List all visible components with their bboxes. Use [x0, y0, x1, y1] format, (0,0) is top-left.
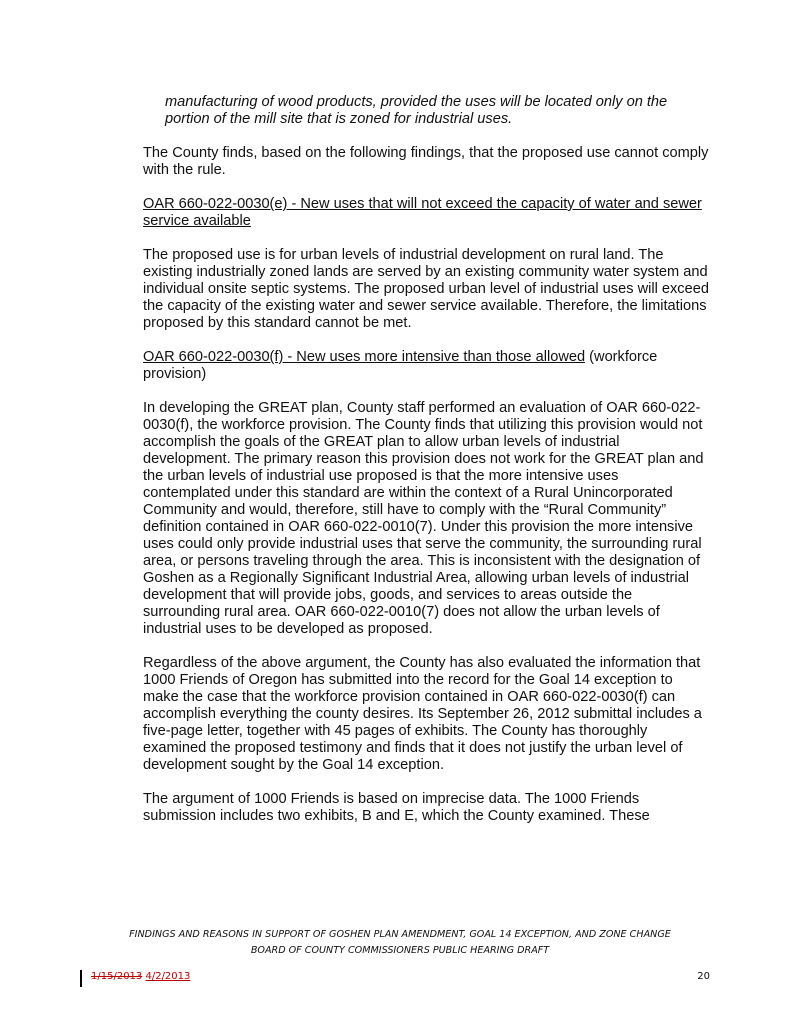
footer-date — [91, 971, 190, 982]
quote-continuation: manufacturing of wood products, provided the uses will be located only on the portion of the mill site that is zoned for industrial uses. — [165, 94, 668, 127]
deleted-date: 1/15/2013 — [91, 971, 143, 982]
section-heading-f-title: OAR 660-022-0030(f) - New uses more intensive than those allowed — [143, 349, 586, 365]
intro-paragraph: The County finds, based on the following findings, that the proposed use cannot comply with the rule. — [143, 145, 709, 178]
paragraph-f2: Regardless of the above argument, the County has also evaluated the information that 1000 Friends of Oregon has submitted into the record for the Goal 14 exception to make the case that the workforce provision contained in OAR 660-022-0030(f) can accomplish everything the county desires. Its September 26, 2012 submittal includes a five-page letter, together with 45 pages of exhibits. The County has thoroughly examined the proposed testimony and finds that it does not justify the urban level of development sought by the Goal 14 exception. — [143, 655, 702, 773]
footer-title — [60, 927, 740, 959]
footer-title-line2: BOARD OF COUNTY COMMISSIONERS PUBLIC HEARING DRAFT — [250, 945, 550, 956]
section-heading-f-note: (workforce provision) — [143, 349, 658, 382]
document-body — [143, 94, 709, 842]
inserted-date: 4/2/2013 — [145, 971, 191, 982]
section-heading-e: OAR 660-022-0030(e) - New uses that will not exceed the capacity of water and sewer service available — [143, 196, 702, 229]
footer-title-line1: FINDINGS AND REASONS IN SUPPORT OF GOSHEN PLAN AMENDMENT, GOAL 14 EXCEPTION, AND ZONE CHANGE — [129, 929, 671, 940]
paragraph-f3: The argument of 1000 Friends is based on imprecise data. The 1000 Friends submission includes two exhibits, B and E, which the County examined. These — [143, 791, 650, 824]
paragraph-e: The proposed use is for urban levels of industrial development on rural land. The existing industrially zoned lands are served by an existing community water system and individual onsite septic systems. The proposed urban level of industrial uses will exceed the capacity of the existing water and sewer service available. Therefore, the limitations proposed by this standard cannot be met. — [143, 247, 709, 331]
paragraph-f1: In developing the GREAT plan, County staff performed an evaluation of OAR 660-022-0030(f), the workforce provision. The County finds that utilizing this provision would not accomplish the goals of the GREAT plan to allow urban levels of industrial development. The primary reason this provision does not work for the GREAT plan and the urban levels of industrial use proposed is that the more intensive uses contemplated under this standard are within the context of a Rural Unincorporated Community and would, therefore, still have to comply with the “Rural Community” definition contained in OAR 660-022-0010(7). Under this provision the more intensive uses could only provide industrial uses that serve the community, the surrounding rural area, or persons traveling through the area. This is inconsistent with the designation of Goshen as a Regionally Significant Industrial Area, allowing urban levels of industrial development that will provide jobs, goods, and services to areas outside the surrounding rural area. OAR 660-022-0010(7) does not allow the urban levels of industrial uses to be developed as proposed. — [143, 400, 704, 637]
revision-bar — [80, 970, 82, 987]
section-heading-f — [143, 349, 709, 383]
page-number: 20 — [697, 971, 710, 982]
